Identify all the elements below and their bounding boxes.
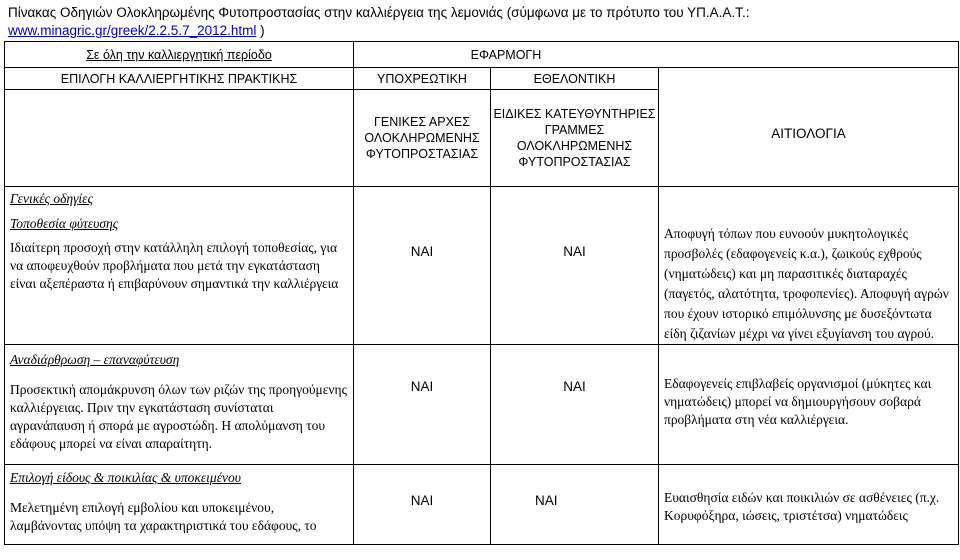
header-application: ΕΦΑΡΜΟΓΗ (354, 42, 959, 68)
guidelines-table (4, 41, 959, 545)
row-justification: Ευαισθησία ειδών και ποικιλιών σε ασθένειες (π.χ. Κορυφόξηρα, ιώσεις, τριστέτσα) νηματώδεις (659, 465, 959, 545)
row-title: Αναδιάρθρωση – επαναφύτευση (10, 352, 180, 367)
row-title: Τοποθεσία φύτευσης (10, 216, 119, 231)
source-link[interactable]: www.minagric.gr/greek/2.2.5.7_2012.html (8, 23, 257, 38)
specific-guidelines-line: ΦΥΤΟΠΡΟΣΤΑΣΙΑΣ (518, 155, 631, 169)
general-principles-line: ΦΥΤΟΠΡΟΣΤΑΣΙΑΣ (365, 147, 479, 161)
intro-text: Πίνακας Οδηγιών Ολοκληρωμένης Φυτοπροστασίας στην καλλιέργεια της λεμονιάς (σύμφωνα με το πρότυπο του ΥΠ.Α.Α.Τ.: (8, 5, 750, 20)
section-title: Γενικές οδηγίες (10, 191, 93, 206)
row-description: Μελετημένη επιλογή εμβολίου και υποκειμένου, λαμβάνοντας υπόψη τα χαρακτηριστικά του εδάφους, το (10, 500, 317, 533)
general-principles-line: ΓΕΝΙΚΕΣ ΑΡΧΕΣ (374, 115, 470, 129)
voluntary-value: ΝΑΙ (491, 465, 659, 545)
row-description: Προσεκτική απομάκρυνση όλων των ριζών της προηγούμενης καλλιέργειας. Πριν την εγκατάσταση συνίσταται αγρανάπαυση ή σπορά με αγροστώδη. Η απολύμανση του εδάφους μπορεί να είναι απαραίτητη. (10, 382, 347, 451)
voluntary-value: ΝΑΙ (491, 345, 659, 465)
intro-link-line (8, 22, 749, 40)
row-label-cell (5, 187, 354, 345)
mandatory-value: ΝΑΙ (354, 465, 491, 545)
mandatory-value: ΝΑΙ (354, 187, 491, 345)
header-general-principles (354, 90, 491, 187)
general-principles-line: ΟΛΟΚΛΗΡΩΜΕΝΗΣ (364, 131, 480, 145)
row-justification: Εδαφογενείς επιβλαβείς οργανισμοί (μύκητες και νηματώδεις) μπορεί να δημιουργήσουν σοβαρά προβλήματα στη νέα καλλιέργεια. (659, 345, 959, 465)
row-title: Επιλογή είδους & ποικιλίας & υποκειμένου (10, 470, 241, 485)
header-practice-choice: ΕΠΙΛΟΓΗ ΚΑΛΛΙΕΡΓΗΤΙΚΗΣ ΠΡΑΚΤΙΚΗΣ (5, 68, 354, 90)
header-specific-guidelines (491, 90, 659, 187)
row-description: Ιδιαίτερη προσοχή στην κατάλληλη επιλογή τοποθεσίας, για να αποφευχθούν προβλήματα που μετά την εγκατάσταση είναι αξεπέραστα ή επιβαρύνουν σημαντικά την καλλιέργεια (10, 240, 339, 291)
header-mandatory: ΥΠΟΧΡΕΩΤΙΚΗ (354, 68, 491, 90)
header-justification: ΑΙΤΙΟΛΟΓΙΑ (659, 68, 959, 187)
header-period: Σε όλη την καλλιεργητική περίοδο (5, 42, 354, 68)
row-label-cell (5, 465, 354, 545)
document-intro (8, 4, 749, 40)
table-row (5, 465, 959, 545)
table-row (5, 345, 959, 465)
row-label-cell (5, 345, 354, 465)
intro-suffix: ) (256, 23, 265, 38)
voluntary-value: ΝΑΙ (491, 187, 659, 345)
mandatory-value: ΝΑΙ (354, 345, 491, 465)
table-row (5, 187, 959, 345)
specific-guidelines-line: ΓΡΑΜΜΕΣ (544, 123, 605, 137)
row-justification: Αποφυγή τόπων που ευνοούν μυκητολογικές προσβολές (εδαφογενείς κ.α.), ζωικούς εχθρούς (νηματώδεις) και μη παρασιτικές διαταραχές (παγετός, αλατότητα, τροφοπενίες). Αποφυγή αγρών που έχουν ιστορικό επιμόλυνσης με δυσεξόντωτα είδη ζιζανίων μέχρι να γίνει εξυγίανση του αγρού. (659, 187, 959, 345)
header-empty (5, 90, 354, 187)
specific-guidelines-line: ΕΙΔΙΚΕΣ ΚΑΤΕΥΘΥΝΤΗΡΙΕΣ (493, 107, 656, 121)
header-voluntary: ΕΘΕΛΟΝΤΙΚΗ (491, 68, 659, 90)
specific-guidelines-line: ΟΛΟΚΛΗΡΩΜΕΝΗΣ (516, 139, 633, 153)
